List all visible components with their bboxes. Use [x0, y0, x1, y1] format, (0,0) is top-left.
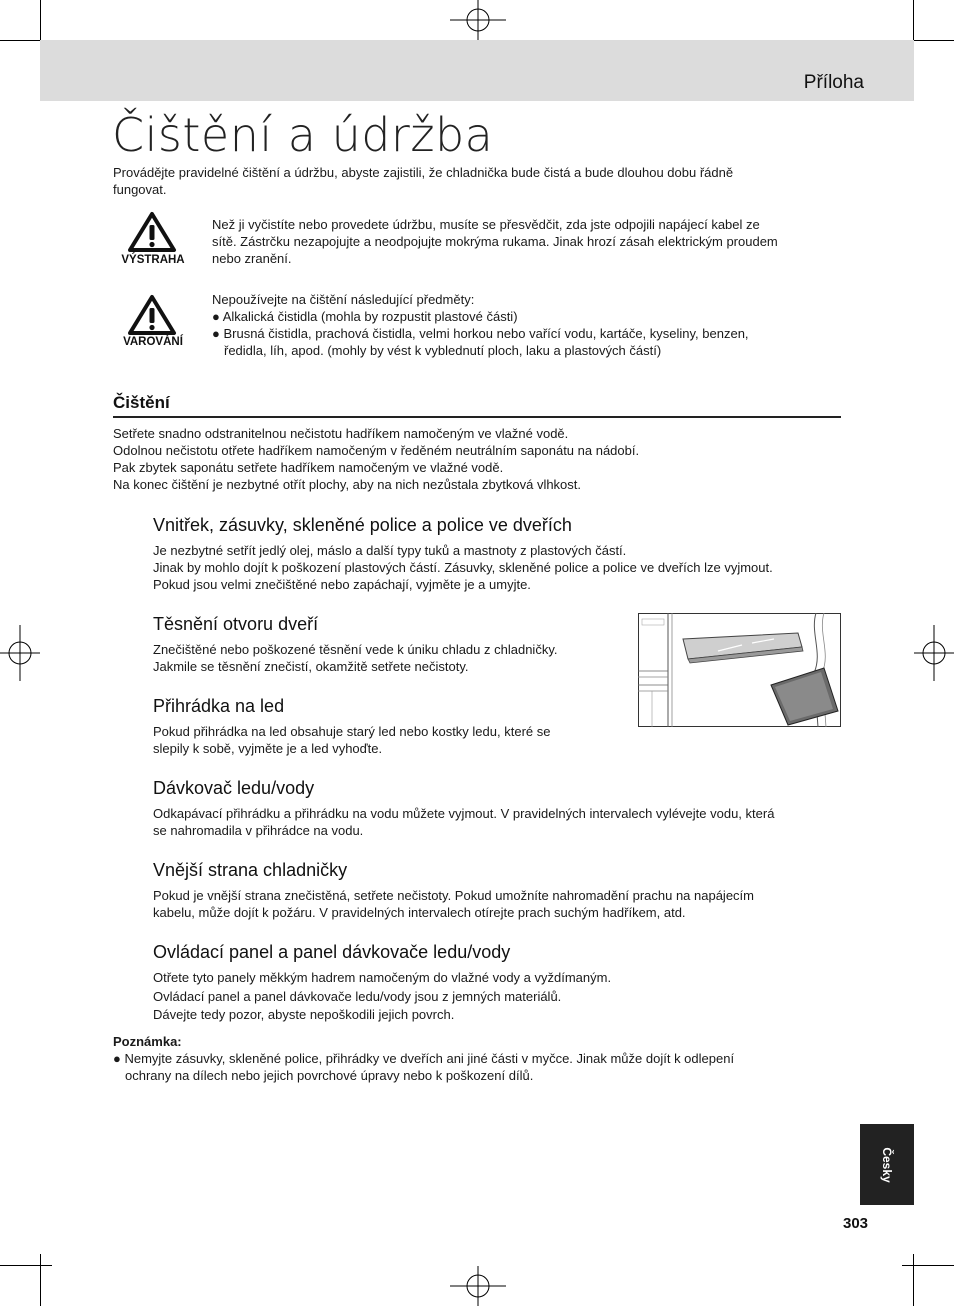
note-label: Poznámka:	[113, 1034, 182, 1049]
section-heading-ice-tray: Přihrádka na led	[153, 696, 285, 716]
section-text-control-panel: Otřete tyto panely měkkým hadrem namočeným do vlažné vody a vyždímaným. Ovládací panel a panel dávkovače ledu/vody jsou z jemných materiálů. Dávejte tedy pozor, abyste nepoškodili jejich povrch.	[153, 970, 612, 1022]
section-heading-door-seal: Těsnění otvoru dveří	[153, 614, 319, 634]
registration-mark-right	[914, 625, 954, 681]
note-block: Poznámka: ● Nemyjte zásuvky, skleněné police, přihrádky ve dveřích ani jiné části v myčce. Jinak může dojít k odlepení ochrany na dílech nebo jejich povrchové úpravy nebo k poškození dílů.	[113, 1034, 735, 1083]
caution-text: Nepoužívejte na čištění následující předměty: ● Alkalická čistidla (mohla by rozpustit plastové části) ● Brusná čistidla, prachová čistidla, velmi horkou nebo vařící vodu, kartáče, kyseliny, benzen, ředidla, líh, apod. (mohly by vést k vyblednutí ploch, laku a plastových částí)	[212, 292, 749, 358]
cleaning-heading: Čištění	[113, 393, 170, 412]
section-label: Příloha	[803, 72, 864, 93]
language-tab	[860, 1124, 914, 1205]
header-band	[40, 40, 914, 101]
section-heading-dispenser: Dávkovač ledu/vody	[153, 778, 315, 798]
intro-paragraph: Provádějte pravidelné čištění a údržbu, abyste zajistili, že chladnička bude čistá a bude dlouhou dobu řádně fungovat.	[113, 165, 734, 197]
registration-mark-top	[450, 0, 506, 40]
section-heading-interior: Vnitřek, zásuvky, skleněné police a police ve dveřích	[153, 515, 572, 535]
warning-text: Než ji vyčistíte nebo provedete údržbu, musíte se přesvědčit, zda jste odpojili napájecí kabel ze sítě. Zástrčku nezapojujte a neodpojujte mokrýma rukama. Jinak hrozí zásah elektrickým proudem nebo zranění.	[212, 217, 778, 266]
section-text-dispenser: Odkapávací přihrádku a přihrádku na vodu můžete vyjmout. V pravidelných intervalech vylévejte vodu, která se nahromadila v přihrádce na vodu.	[153, 806, 775, 838]
registration-mark-bottom	[450, 1266, 506, 1306]
section-heading-exterior: Vnější strana chladničky	[153, 860, 348, 880]
page-number: 303	[843, 1215, 869, 1232]
registration-mark-left	[0, 625, 40, 681]
warning-triangle-icon	[127, 211, 177, 253]
section-heading-control-panel: Ovládací panel a panel dávkovače ledu/vody	[153, 942, 511, 962]
page-title: Čištění a údržba	[112, 108, 494, 162]
section-text-interior: Je nezbytné setřít jedlý olej, máslo a další typy tuků a mastnoty z plastových částí. Jinak by mohlo dojít k poškození plastových částí. Zásuvky, skleněné police a police ve dveřích lze vyjmout. Pokud jsou velmi znečištěné nebo zapáchají, vyjměte je a umyjte.	[153, 543, 773, 592]
cleaning-heading-rule	[113, 416, 841, 418]
door-seal-cleaning-illustration	[638, 613, 841, 727]
caution-label: VAROVÁNÍ	[123, 336, 183, 348]
section-text-ice-tray: Pokud přihrádka na led obsahuje starý led nebo kostky ledu, které se slepily k sobě, vyjměte je a led vyhoďte.	[153, 724, 551, 756]
warning-label: VÝSTRAHA	[121, 254, 185, 266]
section-text-door-seal: Znečištěné nebo poškozené těsnění vede k úniku chladu z chladničky. Jakmile se těsnění znečistí, okamžitě setřete nečistoty.	[153, 642, 558, 674]
cleaning-text: Setřete snadno odstranitelnou nečistotu hadříkem namočeným ve vlažné vodě. Odolnou nečistotu otřete hadříkem namočeným v ředěném neutrálním saponátu na nádobí. Pak zbytek saponátu setřete hadříkem namočeným ve vlažné vodě. Na konec čištění je nezbytné otřít plochy, aby na nich nezůstala zbytková vlhkost.	[113, 426, 640, 492]
caution-triangle-icon	[127, 294, 177, 336]
section-text-exterior: Pokud je vnější strana znečistěná, setřete nečistoty. Pokud umožníte nahromadění prachu na napájecím kabelu, může dojít k požáru. V pravidelných intervalech otírejte prach suchým hadříkem, atd.	[153, 888, 754, 920]
language-tab-label: Česky	[880, 1146, 894, 1183]
